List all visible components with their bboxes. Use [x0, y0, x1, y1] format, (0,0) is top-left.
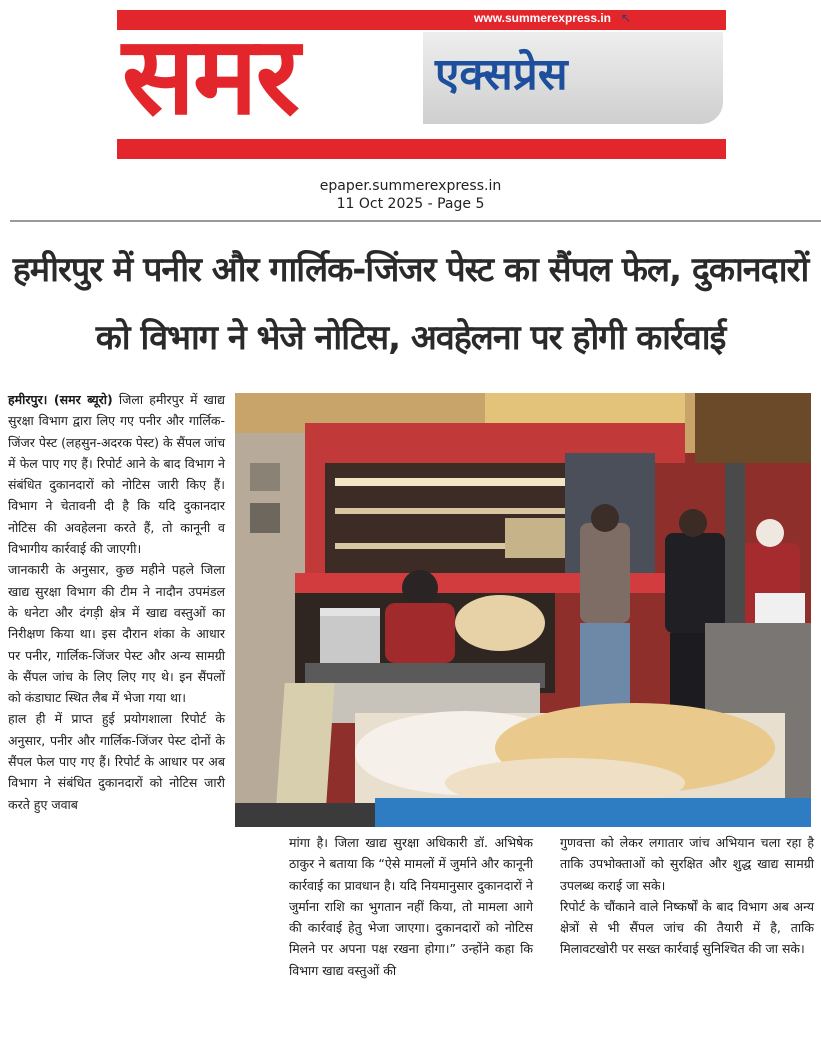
- masthead-logo: [117, 10, 726, 159]
- article-dateline: हमीरपुर। (समर ब्यूरो): [8, 392, 113, 407]
- masthead-subname: एक्सप्रेस: [435, 49, 568, 100]
- edition-site[interactable]: epaper.summerexpress.in: [319, 178, 502, 194]
- header-divider: [10, 220, 821, 222]
- edition-date-page: 11 Oct 2025 - Page 5: [336, 196, 485, 212]
- article-column-2: [289, 832, 533, 981]
- article-paragraph: [8, 389, 225, 559]
- article-column-1: [8, 389, 225, 815]
- headline-line-1: हमीरपुर में पनीर और गार्लिक-जिंजर पेस्ट का सैंपल फेल, दुकानदारों: [12, 250, 809, 290]
- article-paragraph: जानकारी के अनुसार, कुछ महीने पहले जिला खाद्य सुरक्षा विभाग की टीम ने नादौन उपमंडल के धनेटा और दंगड़ी क्षेत्र में खाद्य वस्तुओं का निरीक्षण किया था। इस दौरान शंका के आधार पर पनीर, गार्लिक-जिंजर पेस्ट और अन्य सामग्री के सैंपल जांच के लिए लिए गए थे। इन सैंपलों को कंडाघाट स्थित लैब में भेजा गया था।: [8, 562, 225, 706]
- shop-counter-photo: [235, 393, 811, 827]
- masthead-name: समर: [122, 14, 298, 139]
- article-photo: [235, 393, 811, 827]
- article-paragraph: रिपोर्ट के चौंकाने वाले निष्कर्षों के बाद विभाग अब अन्य क्षेत्रों से भी सैंपल जांच की तैयारी में है, ताकि मिलावटखोरी पर सख्त कार्रवाई सुनिश्चित की जा सके।: [560, 898, 814, 957]
- cursor-arrow-icon: ↖: [620, 11, 631, 25]
- masthead-bottom-bar: [117, 139, 726, 159]
- masthead-url[interactable]: www.summerexpress.in: [474, 11, 611, 25]
- article-headline: [0, 236, 821, 372]
- article-column-3: [560, 832, 814, 960]
- article-paragraph: मांगा है। जिला खाद्य सुरक्षा अधिकारी डॉ. अभिषेक ठाकुर ने बताया कि “ऐसे मामलों में जुर्माने और कानूनी कार्रवाई का प्रावधान है। यदि नियमानुसार दुकानदारों ने जुर्माना राशि का भुगतान नहीं किया, तो मामला आगे की कार्रवाई हेतु भेजा जाएगा। दुकानदारों को नोटिस मिलने पर अपना पक्ष रखना होगा।” उन्होंने कहा कि विभाग खाद्य वस्तुओं की: [289, 835, 533, 978]
- article-paragraph: गुणवत्ता को लेकर लगातार जांच अभियान चला रहा है ताकि उपभोक्ताओं को सुरक्षित और शुद्ध खाद्य सामग्री उपलब्ध कराई जा सके।: [560, 835, 814, 893]
- edition-info: [0, 177, 821, 213]
- article-text: जिला हमीरपुर में खाद्य सुरक्षा विभाग द्वारा लिए गए पनीर और गार्लिक-जिंजर पेस्ट (लहसुन-अदरक पेस्ट) के सैंपल जांच में फेल पाए गए हैं। रिपोर्ट आने के बाद विभाग ने संबंधित दुकानदारों को नोटिस जारी किए हैं। विभाग ने चेतावनी दी है कि यदि दुकानदार नोटिस की अवहेलना करते हैं, तो कानूनी व विभागीय कार्रवाई की जाएगी।: [8, 392, 226, 557]
- headline-line-2: को विभाग ने भेजे नोटिस, अवहेलना पर होगी कार्रवाई: [95, 318, 726, 358]
- article-paragraph: हाल ही में प्राप्त हुई प्रयोगशाला रिपोर्ट के अनुसार, पनीर और गार्लिक-जिंजर पेस्ट दोनों के सैंपल फेल पाए गए हैं। रिपोर्ट के आधार पर अब विभाग ने संबंधित दुकानदारों को नोटिस जारी करते हुए जवाब: [8, 711, 225, 812]
